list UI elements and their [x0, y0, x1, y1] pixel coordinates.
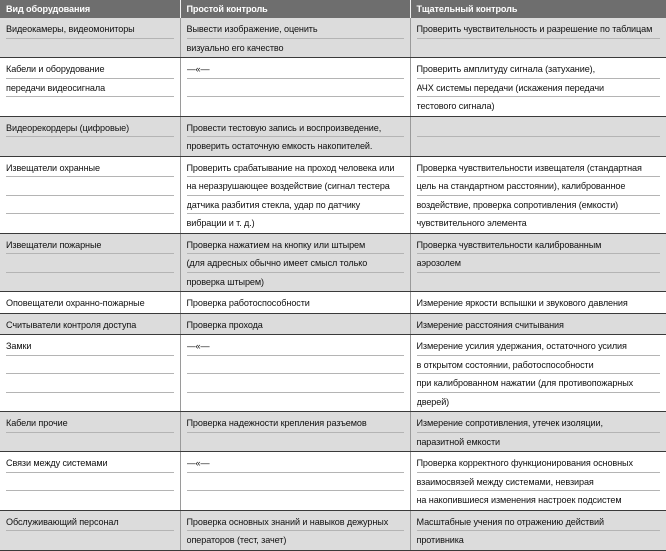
cell-line: операторов (тест, зачет)	[186, 535, 287, 545]
simple-control-cell	[180, 452, 410, 511]
table-row	[0, 412, 666, 452]
cell-line	[6, 473, 174, 492]
thorough-control-cell	[410, 510, 666, 550]
cell-line	[6, 531, 174, 550]
thorough-control-cell	[410, 452, 666, 511]
cell-line	[187, 79, 404, 98]
cell-line: при калиброванном нажатии (для противопожарных	[417, 374, 661, 393]
cell-line: Проверка нажатием на кнопку или штырем	[187, 236, 404, 255]
cell-line: Измерение усилия удержания, остаточного усилия	[417, 337, 661, 356]
cell-line: Проверка чувствительности калиброванным	[417, 236, 661, 255]
table-row	[0, 156, 666, 233]
cell-line: Проверка корректного функционирования основных	[417, 454, 661, 473]
equipment-cell	[0, 18, 180, 58]
cell-line	[417, 273, 661, 292]
cell-line: Обслуживающий персонал	[6, 513, 174, 532]
cell-line: передачи видеосигнала	[6, 79, 174, 98]
cell-line: Измерение расстояния считывания	[416, 319, 564, 330]
cell-line: аэрозолем	[417, 254, 661, 273]
simple-control-cell	[180, 313, 410, 335]
cell-line: Проверить чувствительность и разрешение по таблицам	[417, 20, 661, 39]
cell-line: тестового сигнала)	[416, 101, 495, 111]
cell-line: —«—	[187, 454, 404, 473]
equipment-cell	[0, 452, 180, 511]
simple-control-cell	[180, 18, 410, 58]
thorough-control-cell	[410, 313, 666, 335]
header-row	[0, 0, 666, 18]
table-row	[0, 335, 666, 412]
cell-line: Измерение яркости вспышки и звукового давления	[416, 298, 628, 308]
cell-line: Вывести изображение, оценить	[187, 20, 404, 39]
cell-line: Оповещатели охранно-пожарные	[6, 298, 145, 308]
cell-line: дверей)	[416, 396, 450, 407]
table-row	[0, 292, 666, 314]
cell-line: —«—	[187, 337, 404, 356]
cell-line	[6, 97, 174, 116]
simple-control-cell	[180, 58, 410, 117]
cell-line: в открытом состоянии, работоспособности	[417, 356, 661, 375]
cell-line: Кабели и оборудование	[6, 60, 174, 79]
cell-line: паразитной емкости	[416, 436, 501, 447]
cell-line: Замки	[6, 337, 174, 356]
thorough-control-cell	[410, 412, 666, 452]
equipment-cell	[0, 58, 180, 117]
equipment-cell	[0, 510, 180, 550]
cell-line	[417, 39, 661, 58]
cell-line: противника	[416, 535, 464, 545]
table-body	[0, 18, 666, 550]
cell-line	[187, 433, 404, 452]
table-row	[0, 510, 666, 550]
cell-line	[187, 473, 404, 492]
cell-line: Измерение сопротивления, утечек изоляции,	[417, 414, 661, 433]
cell-line	[187, 356, 404, 375]
cell-line: Провести тестовую запись и воспроизведение,	[187, 119, 404, 138]
equipment-cell	[0, 233, 180, 292]
simple-control-cell	[180, 412, 410, 452]
table-row	[0, 452, 666, 511]
simple-control-cell	[180, 292, 410, 314]
cell-line	[6, 214, 174, 233]
cell-line: на накопившиеся изменения настроек подсистем	[416, 495, 622, 505]
cell-line	[187, 491, 404, 510]
cell-line	[6, 177, 174, 196]
equipment-cell	[0, 412, 180, 452]
cell-line	[6, 356, 174, 375]
thorough-control-cell	[410, 58, 666, 117]
cell-line	[417, 137, 661, 156]
cell-line: Видеокамеры, видеомониторы	[6, 20, 174, 39]
cell-line	[6, 374, 174, 393]
cell-line: датчика разбития стекла, удар по датчику	[187, 196, 404, 215]
table-row	[0, 116, 666, 156]
table-row	[0, 18, 666, 58]
cell-line: Проверить амплитуду сигнала (затухание),	[417, 60, 661, 79]
cell-line	[6, 254, 174, 273]
cell-line: Кабели прочие	[6, 414, 174, 433]
cell-line: Проверка чувствительности извещателя (стандартная	[417, 159, 661, 178]
table-row	[0, 233, 666, 292]
simple-control-cell	[180, 156, 410, 233]
simple-control-cell	[180, 116, 410, 156]
table-row	[0, 313, 666, 335]
cell-line: чувствительного элемента	[416, 218, 527, 228]
equipment-cell	[0, 335, 180, 412]
cell-line	[6, 433, 174, 452]
cell-line: Проверка работоспособности	[186, 298, 310, 308]
cell-line	[417, 119, 661, 138]
equipment-cell	[0, 116, 180, 156]
equipment-cell	[0, 313, 180, 335]
cell-line	[6, 491, 174, 510]
cell-line: вибрации и т. д.)	[186, 218, 255, 228]
simple-control-cell	[180, 510, 410, 550]
cell-line: Считыватели контроля доступа	[6, 319, 137, 330]
thorough-control-cell	[410, 292, 666, 314]
cell-line: проверить остаточную емкость накопителей.	[186, 141, 373, 151]
simple-control-cell	[180, 335, 410, 412]
cell-line: Связи между системами	[6, 454, 174, 473]
thorough-control-cell	[410, 18, 666, 58]
thorough-control-cell	[410, 116, 666, 156]
cell-line: на неразрушающее воздействие (сигнал тестера	[187, 177, 404, 196]
cell-line	[187, 393, 404, 412]
equipment-cell	[0, 156, 180, 233]
cell-line: Проверить срабатывание на проход человека или	[187, 159, 404, 178]
cell-line: Проверка прохода	[186, 319, 263, 330]
thorough-control-cell	[410, 335, 666, 412]
cell-line: (для адресных обычно имеет смысл только	[187, 254, 404, 273]
cell-line	[6, 137, 174, 156]
cell-line: Масштабные учения по отражению действий	[417, 513, 661, 532]
cell-line	[6, 393, 174, 412]
table-row	[0, 58, 666, 117]
cell-line: Проверка надежности крепления разъемов	[187, 414, 404, 433]
cell-line	[6, 196, 174, 215]
cell-line: Извещатели пожарные	[6, 236, 174, 255]
cell-line	[187, 374, 404, 393]
cell-line: Проверка основных знаний и навыков дежурных	[187, 513, 404, 532]
cell-line: Извещатели охранные	[6, 159, 174, 178]
cell-line: АЧХ системы передачи (искажения передачи	[417, 79, 661, 98]
cell-line: воздействие, проверка сопротивления (емкости)	[417, 196, 661, 215]
cell-line: цель на стандартном расстоянии), калиброванное	[417, 177, 661, 196]
header-thorough-control: Тщательный контроль	[410, 0, 666, 18]
cell-line	[187, 97, 404, 116]
equipment-cell	[0, 292, 180, 314]
cell-line: —«—	[187, 60, 404, 79]
cell-line: Видеорекордеры (цифровые)	[6, 119, 174, 138]
thorough-control-cell	[410, 233, 666, 292]
cell-line	[6, 39, 174, 58]
simple-control-cell	[180, 233, 410, 292]
cell-line: проверка штырем)	[186, 276, 264, 287]
cell-line: визуально его качество	[186, 42, 284, 53]
header-equipment: Вид оборудования	[0, 0, 180, 18]
header-simple-control: Простой контроль	[180, 0, 410, 18]
thorough-control-cell	[410, 156, 666, 233]
cell-line: взаимосвязей между системами, невзирая	[417, 473, 661, 492]
cell-line	[6, 273, 174, 292]
